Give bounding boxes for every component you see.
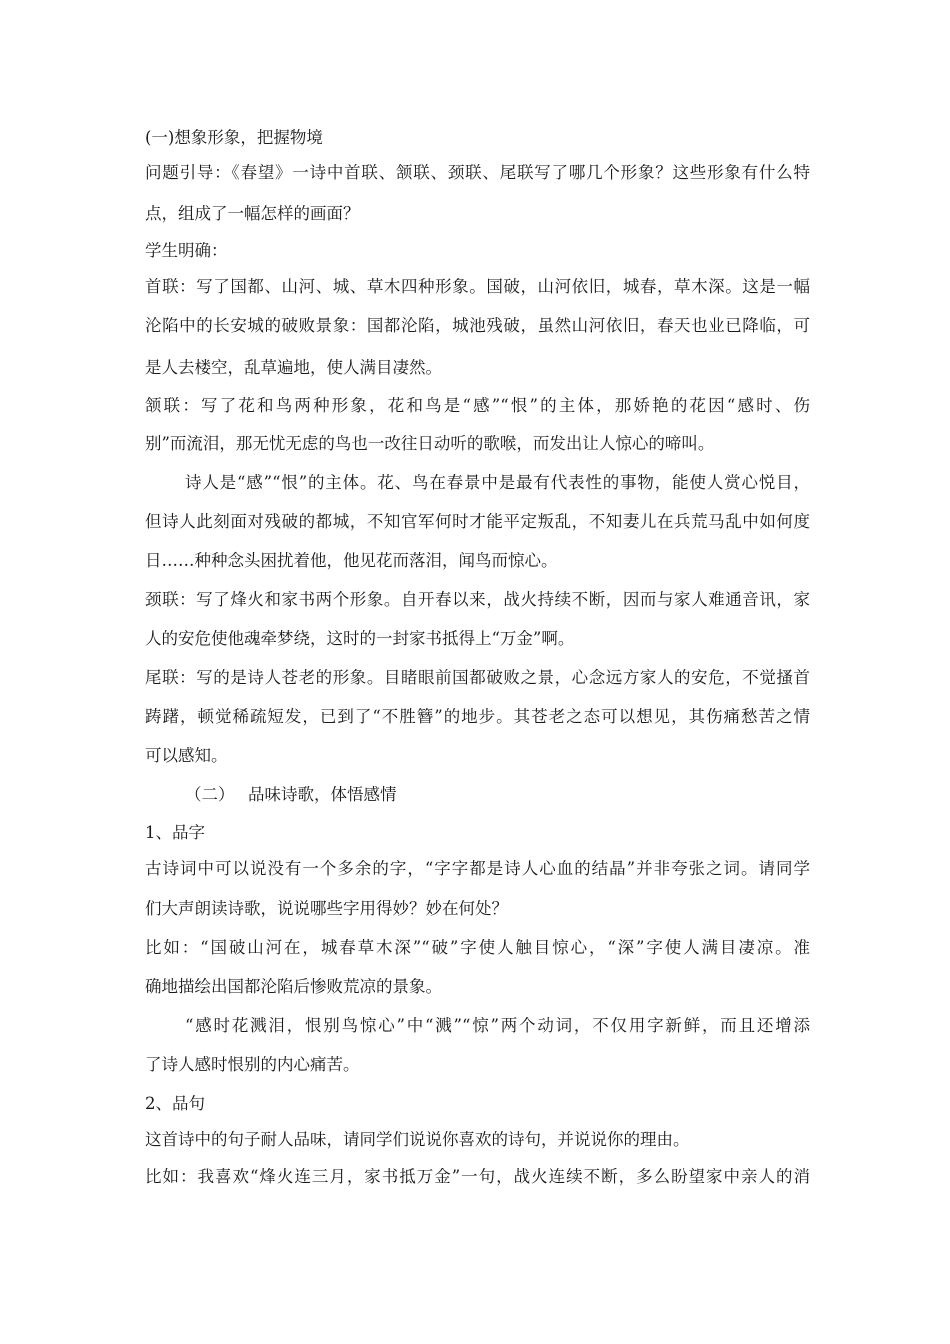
paragraph-line: 是人去楼空，乱草遍地，使人满目凄然。 [145, 358, 442, 377]
section-heading-2: （二） 品味诗歌，体悟感情 [185, 785, 397, 804]
subheading-pinzi: 1、品字 [145, 823, 205, 842]
paragraph-line: 古诗词中可以说没有一个多余的字，“字字都是诗人心血的结晶”并非夸张之词。请同学 [145, 859, 810, 878]
paragraph-line: 这首诗中的句子耐人品味，请同学们说说你喜欢的诗句，并说说你的理由。 [145, 1130, 690, 1149]
paragraph-line: 可以感知。 [145, 746, 228, 765]
paragraph-line: 点，组成了一幅怎样的画面？ [145, 204, 360, 223]
paragraph-line: 们大声朗读诗歌，说说哪些字用得妙？妙在何处？ [145, 899, 508, 918]
section-heading-1: (一)想象形象，把握物境 [145, 128, 323, 147]
paragraph-line: 了诗人感时恨别的内心痛苦。 [145, 1055, 360, 1074]
paragraph-line: 颔联：写了花和鸟两种形象，花和鸟是“感”“恨”的主体，那娇艳的花因“感时、伤 [145, 396, 810, 415]
paragraph-line: 确地描绘出国都沦陷后惨败荒凉的景象。 [145, 977, 442, 996]
paragraph-line: 学生明确： [145, 241, 228, 260]
subheading-pinju: 2、品句 [145, 1094, 205, 1113]
paragraph-line: 问题引导：《春望》一诗中首联、颔联、颈联、尾联写了哪几个形象？这些形象有什么特 [145, 163, 810, 182]
paragraph-line: “感时花溅泪，恨别鸟惊心”中“溅”“惊”两个动词，不仅用字新鲜，而且还增添 [185, 1016, 810, 1035]
paragraph-line: 比如：“国破山河在，城春草木深”“破”字使人触目惊心，“深”字使人满目凄凉。准 [145, 938, 810, 957]
paragraph-line: 比如：我喜欢“烽火连三月，家书抵万金”一句，战火连续不断，多么盼望家中亲人的消 [145, 1167, 810, 1186]
paragraph-line: 沦陷中的长安城的破败景象：国都沦陷，城池残破，虽然山河依旧，春天也业已降临，可 [145, 316, 810, 335]
paragraph-line: 尾联：写的是诗人苍老的形象。目睹眼前国都破败之景，心念远方家人的安危，不觉搔首 [145, 668, 810, 687]
paragraph-line: 日……种种念头困扰着他，他见花而落泪，闻鸟而惊心。 [145, 551, 558, 570]
paragraph-line: 颈联：写了烽火和家书两个形象。自开春以来，战火持续不断，因而与家人难通音讯，家 [145, 590, 810, 609]
paragraph-line: 首联：写了国都、山河、城、草木四种形象。国破，山河依旧，城春，草木深。这是一幅 [145, 277, 810, 296]
paragraph-line: 人的安危使他魂牵梦绕，这时的一封家书抵得上“万金”啊。 [145, 629, 575, 648]
paragraph-line: 踌躇，顿觉稀疏短发，已到了“不胜簪”的地步。其苍老之态可以想见，其伤痛愁苦之情 [145, 707, 810, 726]
paragraph-line: 别”而流泪，那无忧无虑的鸟也一改往日动听的歌喉，而发出让人惊心的啼叫。 [145, 434, 715, 453]
paragraph-line: 诗人是“感”“恨”的主体。花、鸟在春景中是最有代表性的事物，能使人赏心悦目， [185, 473, 810, 492]
paragraph-line: 但诗人此刻面对残破的都城，不知官军何时才能平定叛乱，不知妻儿在兵荒马乱中如何度 [145, 512, 810, 531]
